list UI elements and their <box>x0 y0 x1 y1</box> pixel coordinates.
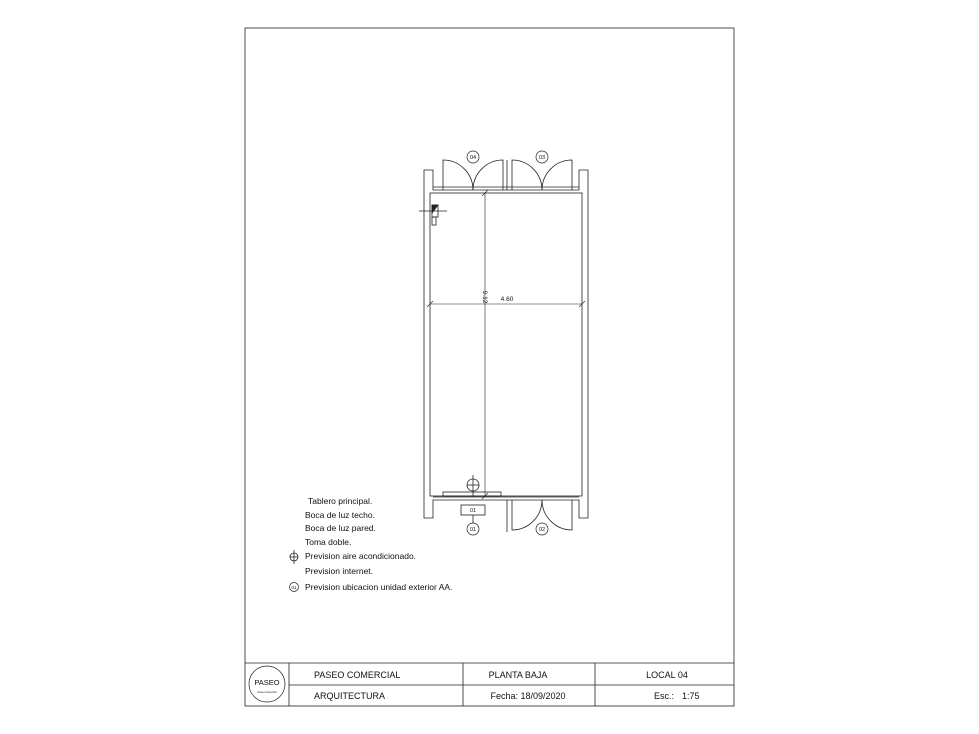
outer-wall <box>424 170 588 518</box>
sheet-border <box>245 28 734 706</box>
legend-double-outlet: Toma doble. <box>305 537 352 547</box>
sheet-name: LOCAL 04 <box>646 670 688 680</box>
inner-room <box>430 193 582 496</box>
door-tag-04 <box>467 151 479 163</box>
air-conditioning-icon <box>290 550 298 564</box>
logo-main-text: PASEO <box>254 678 280 687</box>
paseo-logo <box>249 666 285 702</box>
door-tag-label: 04 <box>469 155 477 161</box>
dimension-length-label: 9.12 <box>481 290 488 304</box>
door-tag-03 <box>536 151 548 163</box>
legend-internet: Prevision internet. <box>305 566 374 576</box>
drawing-title: PLANTA BAJA <box>488 670 548 680</box>
discipline: ARQUITECTURA <box>314 691 386 701</box>
outdoor-unit-tag: 01 <box>291 585 297 590</box>
scale-label: Esc.: <box>654 691 675 701</box>
front-door-right <box>512 160 572 190</box>
front-door-left <box>443 160 503 190</box>
main-panel-icon <box>419 205 447 225</box>
legend-air-conditioning: Prevision aire acondicionado. <box>305 551 417 561</box>
outdoor-unit-label: 01 <box>469 508 477 514</box>
legend-wall-light: Boca de luz pared. <box>305 523 376 533</box>
back-window <box>443 492 501 496</box>
door-tag-label: 03 <box>538 155 546 161</box>
floor-plan <box>419 160 588 532</box>
legend-ceiling-light: Boca de luz techo. <box>305 510 375 520</box>
air-conditioning-marker <box>467 475 479 497</box>
legend-main-panel: Tablero principal. <box>308 496 373 506</box>
drawing-date: Fecha: 18/09/2020 <box>490 691 566 701</box>
outdoor-unit-icon <box>290 583 299 592</box>
dimension-width-label: 4.60 <box>500 296 514 303</box>
legend <box>290 496 453 592</box>
door-tag-01 <box>467 523 479 535</box>
project-name: PASEO COMERCIAL <box>314 670 401 680</box>
logo-sub-text: Paseo Comercial <box>257 691 277 694</box>
door-tag-label: 01 <box>469 527 477 533</box>
door-tag-02 <box>536 523 548 535</box>
legend-outdoor-unit: Prevision ubicacion unidad exterior AA. <box>305 582 453 592</box>
door-tag-label: 02 <box>538 527 546 533</box>
scale-value: 1:75 <box>682 691 700 701</box>
